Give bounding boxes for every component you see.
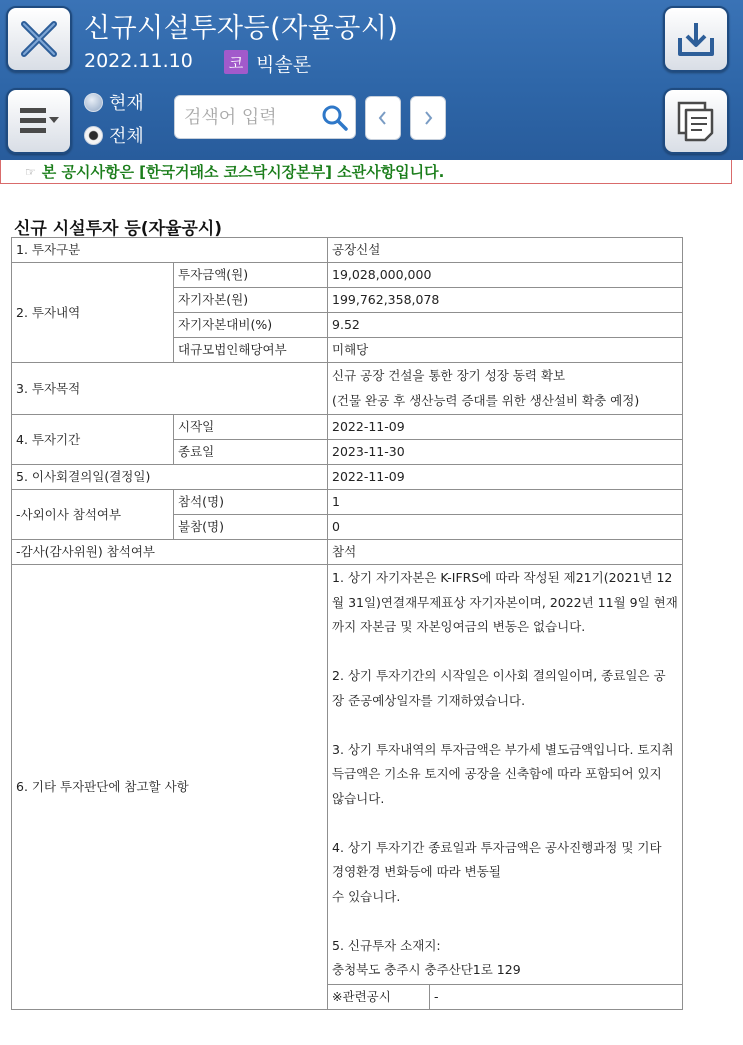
note-line: 않습니다. [332,790,385,806]
download-icon [675,18,717,60]
paragraph-gap [332,811,678,836]
sub-label: 자기자본대비(%) [174,313,328,338]
row-value: 2023-11-30 [328,440,683,465]
section-title: 신규 시설투자 등(자율공시) [14,219,223,239]
row-value: 2022-11-09 [328,465,683,490]
row-label: 2. 투자내역 [12,263,174,363]
download-button[interactable] [663,6,729,72]
pointing-hand-icon: ☞ [25,164,36,179]
sub-label: 투자금액(원) [174,263,328,288]
chevron-left-icon [376,109,390,127]
table-row [12,363,683,415]
scope-current-label: 현재 [109,93,144,114]
scope-all-radio[interactable] [84,122,144,148]
disclosure-table [11,237,683,1010]
row-label: -감사(감사위원) 참석여부 [12,540,328,565]
row-label: 3. 투자목적 [12,363,328,415]
purpose-line: 신규 공장 건설을 통한 장기 성장 동력 확보 [332,368,566,383]
row-value: 2022-11-09 [328,415,683,440]
row-label: 6. 기타 투자판단에 참고할 사항 [12,565,328,1010]
row-label: 4. 투자기간 [12,415,174,465]
table-row [12,565,683,985]
note-line: 4. 상기 투자기간 종료일과 투자금액은 공사진행과정 및 기타 [332,839,662,855]
row-value: 9.52 [328,313,683,338]
disclosure-date: 2022.11.10 [84,50,193,72]
note-line: 충청북도 충주시 충주산단1로 129 [332,962,521,977]
document-copy-icon [674,99,718,143]
row-value: 0 [328,515,683,540]
jurisdiction-notice [0,160,732,184]
table-row [12,540,683,565]
sub-label: 참석(명) [174,490,328,515]
radio-checked-icon [84,126,103,145]
page-title: 신규시설투자등(자율공시) [84,13,399,44]
note-line: 5. 신규투자 소재지: [332,937,441,953]
list-menu-icon [16,101,62,141]
copy-document-button[interactable] [663,88,729,154]
sub-label: 종료일 [174,440,328,465]
note-line: 월 31일)연결재무제표상 자기자본이며, 2022년 11월 9일 현재 [332,594,678,610]
notice-text: 본 공시사항은 [한국거래소 코스닥시장본부] 소관사항입니다. [41,163,445,181]
note-line: 경영환경 변화등에 따라 변동될 [332,864,501,879]
sub-label: 시작일 [174,415,328,440]
search-icon[interactable] [321,104,349,132]
row-label: 5. 이사회결의일(결정일) [12,465,328,490]
table-row [12,490,683,515]
search-box [174,95,356,139]
close-button[interactable] [6,6,72,72]
scope-all-label: 전체 [109,126,144,147]
paragraph-gap [332,909,678,934]
row-label: 1. 투자구분 [12,238,328,263]
row-value: 미해당 [328,338,683,363]
purpose-line: (건물 완공 후 생산능력 증대를 위한 생산설비 확충 예정) [332,392,640,408]
sub-label: 자기자본(원) [174,288,328,313]
paragraph-gap [332,713,678,738]
note-line: 3. 상기 투자내역의 투자금액은 부가세 별도금액입니다. 토지취 [332,741,674,757]
prev-button[interactable] [365,96,401,140]
row-value: 공장신설 [328,238,683,263]
search-input[interactable] [184,107,324,128]
scope-current-radio[interactable] [84,89,144,115]
note-line: 1. 상기 자기자본은 K-IFRS에 따라 작성된 제21기(2021년 12 [332,570,673,585]
row-value [328,565,683,985]
table-row [12,238,683,263]
row-value [328,363,683,415]
note-line: 수 있습니다. [332,888,401,904]
paragraph-gap [332,640,678,665]
related-value[interactable]: - [430,984,683,1009]
radio-unchecked-icon [84,93,103,112]
row-value: 19,028,000,000 [328,263,683,288]
row-label: -사외이사 참석여부 [12,490,174,540]
app-header [0,0,743,160]
note-line: 득금액은 기소유 토지에 공장을 신축함에 따라 포함되어 있지 [332,766,662,781]
menu-button[interactable] [6,88,72,154]
market-badge: 코 [224,50,248,74]
sub-label: 불참(명) [174,515,328,540]
note-line: 장 준공예상일자를 기재하였습니다. [332,692,526,708]
close-icon [17,17,61,61]
company-name[interactable]: 빅솔론 [256,54,312,76]
chevron-right-icon [421,109,435,127]
row-value: 참석 [328,540,683,565]
note-line: 2. 상기 투자기간의 시작일은 이사회 결의일이며, 종료일은 공 [332,668,666,683]
next-button[interactable] [410,96,446,140]
row-value: 1 [328,490,683,515]
table-row [12,415,683,440]
table-row [12,263,683,288]
note-line: 까지 자본금 및 자본잉여금의 변동은 없습니다. [332,619,586,634]
related-label: ※관련공시 [328,984,430,1009]
sub-label: 대규모법인해당여부 [174,338,328,363]
row-value: 199,762,358,078 [328,288,683,313]
table-row [12,465,683,490]
